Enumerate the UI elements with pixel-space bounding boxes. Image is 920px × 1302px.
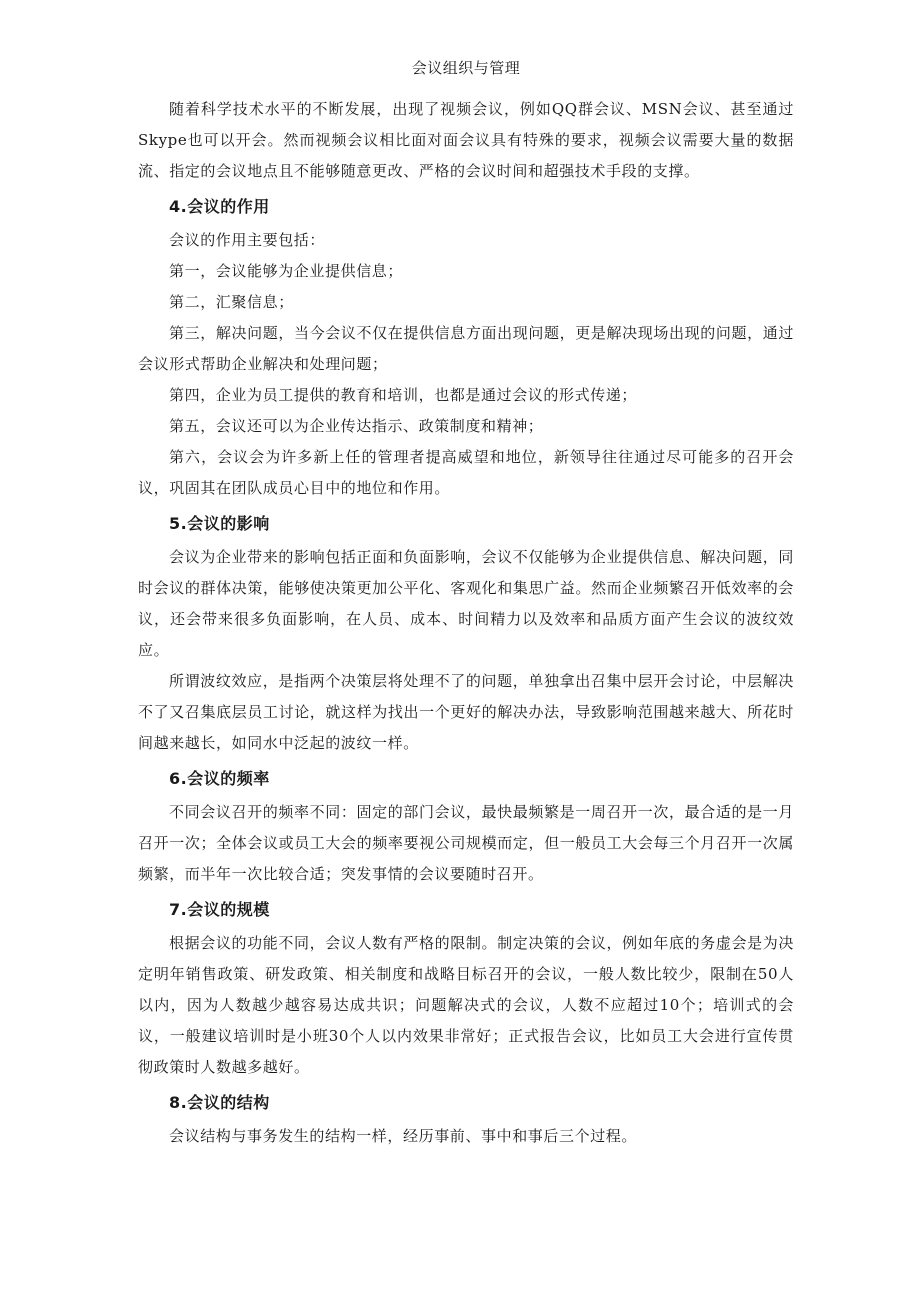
document-page [138, 58, 794, 1152]
section-role [138, 195, 794, 504]
section-paragraph: 根据会议的功能不同，会议人数有严格的限制。制定决策的会议，例如年底的务虚会是为决定明年销售政策、研发政策、相关制度和战略目标召开的会议，一般人数比较少，限制在50人以内，因为人数越少越容易达成共识；问题解决式的会议，人数不应超过10个；培训式的会议，一般建议培训时是小班30个人以内效果非常好；正式报告会议，比如员工大会进行宣传贯彻政策时人数越多越好。 [138, 934, 794, 1076]
section-paragraph: 会议的作用主要包括： [169, 231, 326, 249]
section-heading: 4.会议的作用 [169, 197, 270, 216]
section-paragraph: 会议结构与事务发生的结构一样，经历事前、事中和事后三个过程。 [169, 1127, 638, 1145]
section-paragraph: 第六，会议会为许多新上任的管理者提高威望和地位，新领导往往通过尽可能多的召开会议，巩固其在团队成员心目中的地位和作用。 [138, 448, 794, 497]
section-paragraph: 第二，汇聚信息； [169, 293, 294, 311]
section-impact [138, 512, 794, 759]
section-paragraph: 第三，解决问题，当今会议不仅在提供信息方面出现问题，更是解决现场出现的问题，通过会议形式帮助企业解决和处理问题； [138, 324, 794, 373]
section-structure [138, 1091, 794, 1152]
section-paragraph: 不同会议召开的频率不同：固定的部门会议，最快最频繁是一周召开一次，最合适的是一月召开一次；全体会议或员工大会的频率要视公司规模而定，但一般员工大会每三个月召开一次属频繁，而半年一次比较合适；突发事情的会议要随时召开。 [138, 803, 794, 883]
section-heading: 7.会议的规模 [169, 900, 270, 919]
section-paragraph: 第五，会议还可以为企业传达指示、政策制度和精神； [169, 417, 544, 435]
section-paragraph: 所谓波纹效应，是指两个决策层将处理不了的问题，单独拿出召集中层开会讨论，中层解决不了又召集底层员工讨论，就这样为找出一个更好的解决办法，导致影响范围越来越大、所花时间越来越长，如同水中泛起的波纹一样。 [138, 672, 794, 752]
intro-paragraph: 随着科学技术水平的不断发展，出现了视频会议，例如QQ群会议、MSN会议、甚至通过Skype也可以开会。然而视频会议相比面对面会议具有特殊的要求，视频会议需要大量的数据流、指定的会议地点且不能够随意更改、严格的会议时间和超强技术手段的支撑。 [138, 100, 794, 180]
section-heading: 5.会议的影响 [169, 514, 270, 533]
section-paragraph: 第一，会议能够为企业提供信息； [169, 262, 404, 280]
section-heading: 8.会议的结构 [169, 1093, 270, 1112]
section-paragraph: 会议为企业带来的影响包括正面和负面影响，会议不仅能够为企业提供信息、解决问题，同时会议的群体决策，能够使决策更加公平化、客观化和集思广益。然而企业频繁召开低效率的会议，还会带来很多负面影响，在人员、成本、时间精力以及效率和品质方面产生会议的波纹效应。 [138, 548, 794, 659]
section-heading: 6.会议的频率 [169, 769, 270, 788]
section-scale [138, 898, 794, 1083]
section-paragraph: 第四，企业为员工提供的教育和培训，也都是通过会议的形式传递； [169, 386, 638, 404]
document-title: 会议组织与管理 [411, 59, 521, 77]
section-frequency [138, 767, 794, 890]
